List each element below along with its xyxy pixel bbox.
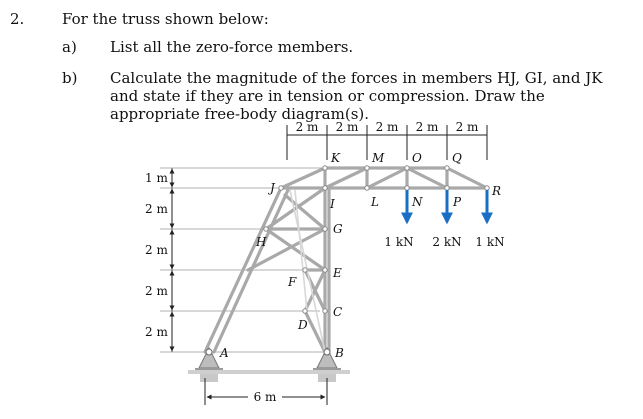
label-a: A — [220, 346, 229, 360]
label-r: R — [492, 184, 502, 198]
joint-labels — [219, 151, 501, 360]
label-b: B — [335, 346, 344, 360]
top-dim-4: 2 m — [415, 120, 439, 134]
top-dim-5: 2 m — [455, 120, 479, 134]
load-label-3: 1 kN — [475, 235, 505, 249]
label-k: K — [331, 151, 340, 165]
part-a-label: a) — [62, 38, 77, 56]
top-dim-1: 2 m — [295, 120, 319, 134]
truss-members — [205, 168, 487, 352]
part-b-label: b) — [62, 69, 78, 87]
top-dim-3: 2 m — [375, 120, 399, 134]
label-j: J — [270, 181, 275, 195]
question-stem: For the truss shown below: — [62, 10, 269, 28]
left-dim-4: 2 m — [145, 284, 168, 298]
label-p: P — [453, 195, 462, 209]
label-h: H — [256, 235, 267, 249]
top-dim-2: 2 m — [335, 120, 359, 134]
label-f: F — [288, 275, 297, 289]
left-dim-3: 2 m — [145, 243, 168, 257]
left-dim-5: 2 m — [145, 325, 168, 339]
load-label-1: 1 kN — [384, 235, 414, 249]
label-g: G — [333, 222, 343, 236]
part-a-text: List all the zero-force members. — [110, 38, 354, 56]
left-dim-2: 2 m — [145, 202, 168, 216]
question-number: 2. — [10, 10, 25, 28]
label-e: E — [333, 266, 342, 280]
label-i: I — [330, 197, 335, 211]
label-o: O — [412, 151, 422, 165]
label-c: C — [333, 305, 343, 319]
load-label-2: 2 kN — [432, 235, 462, 249]
label-m: M — [372, 151, 385, 165]
part-b-text: Calculate the magnitude of the forces in members HJ, GI, and JK and state if they are in tension or compression. Draw the appropriate free-body diagram(s). — [110, 69, 603, 123]
bottom-dim: 6 m — [253, 390, 277, 404]
left-dim-1: 1 m — [145, 171, 168, 185]
label-l: L — [371, 195, 379, 209]
label-n: N — [412, 195, 423, 209]
label-d: D — [298, 318, 308, 332]
label-q: Q — [452, 151, 462, 165]
support-a — [195, 348, 223, 382]
